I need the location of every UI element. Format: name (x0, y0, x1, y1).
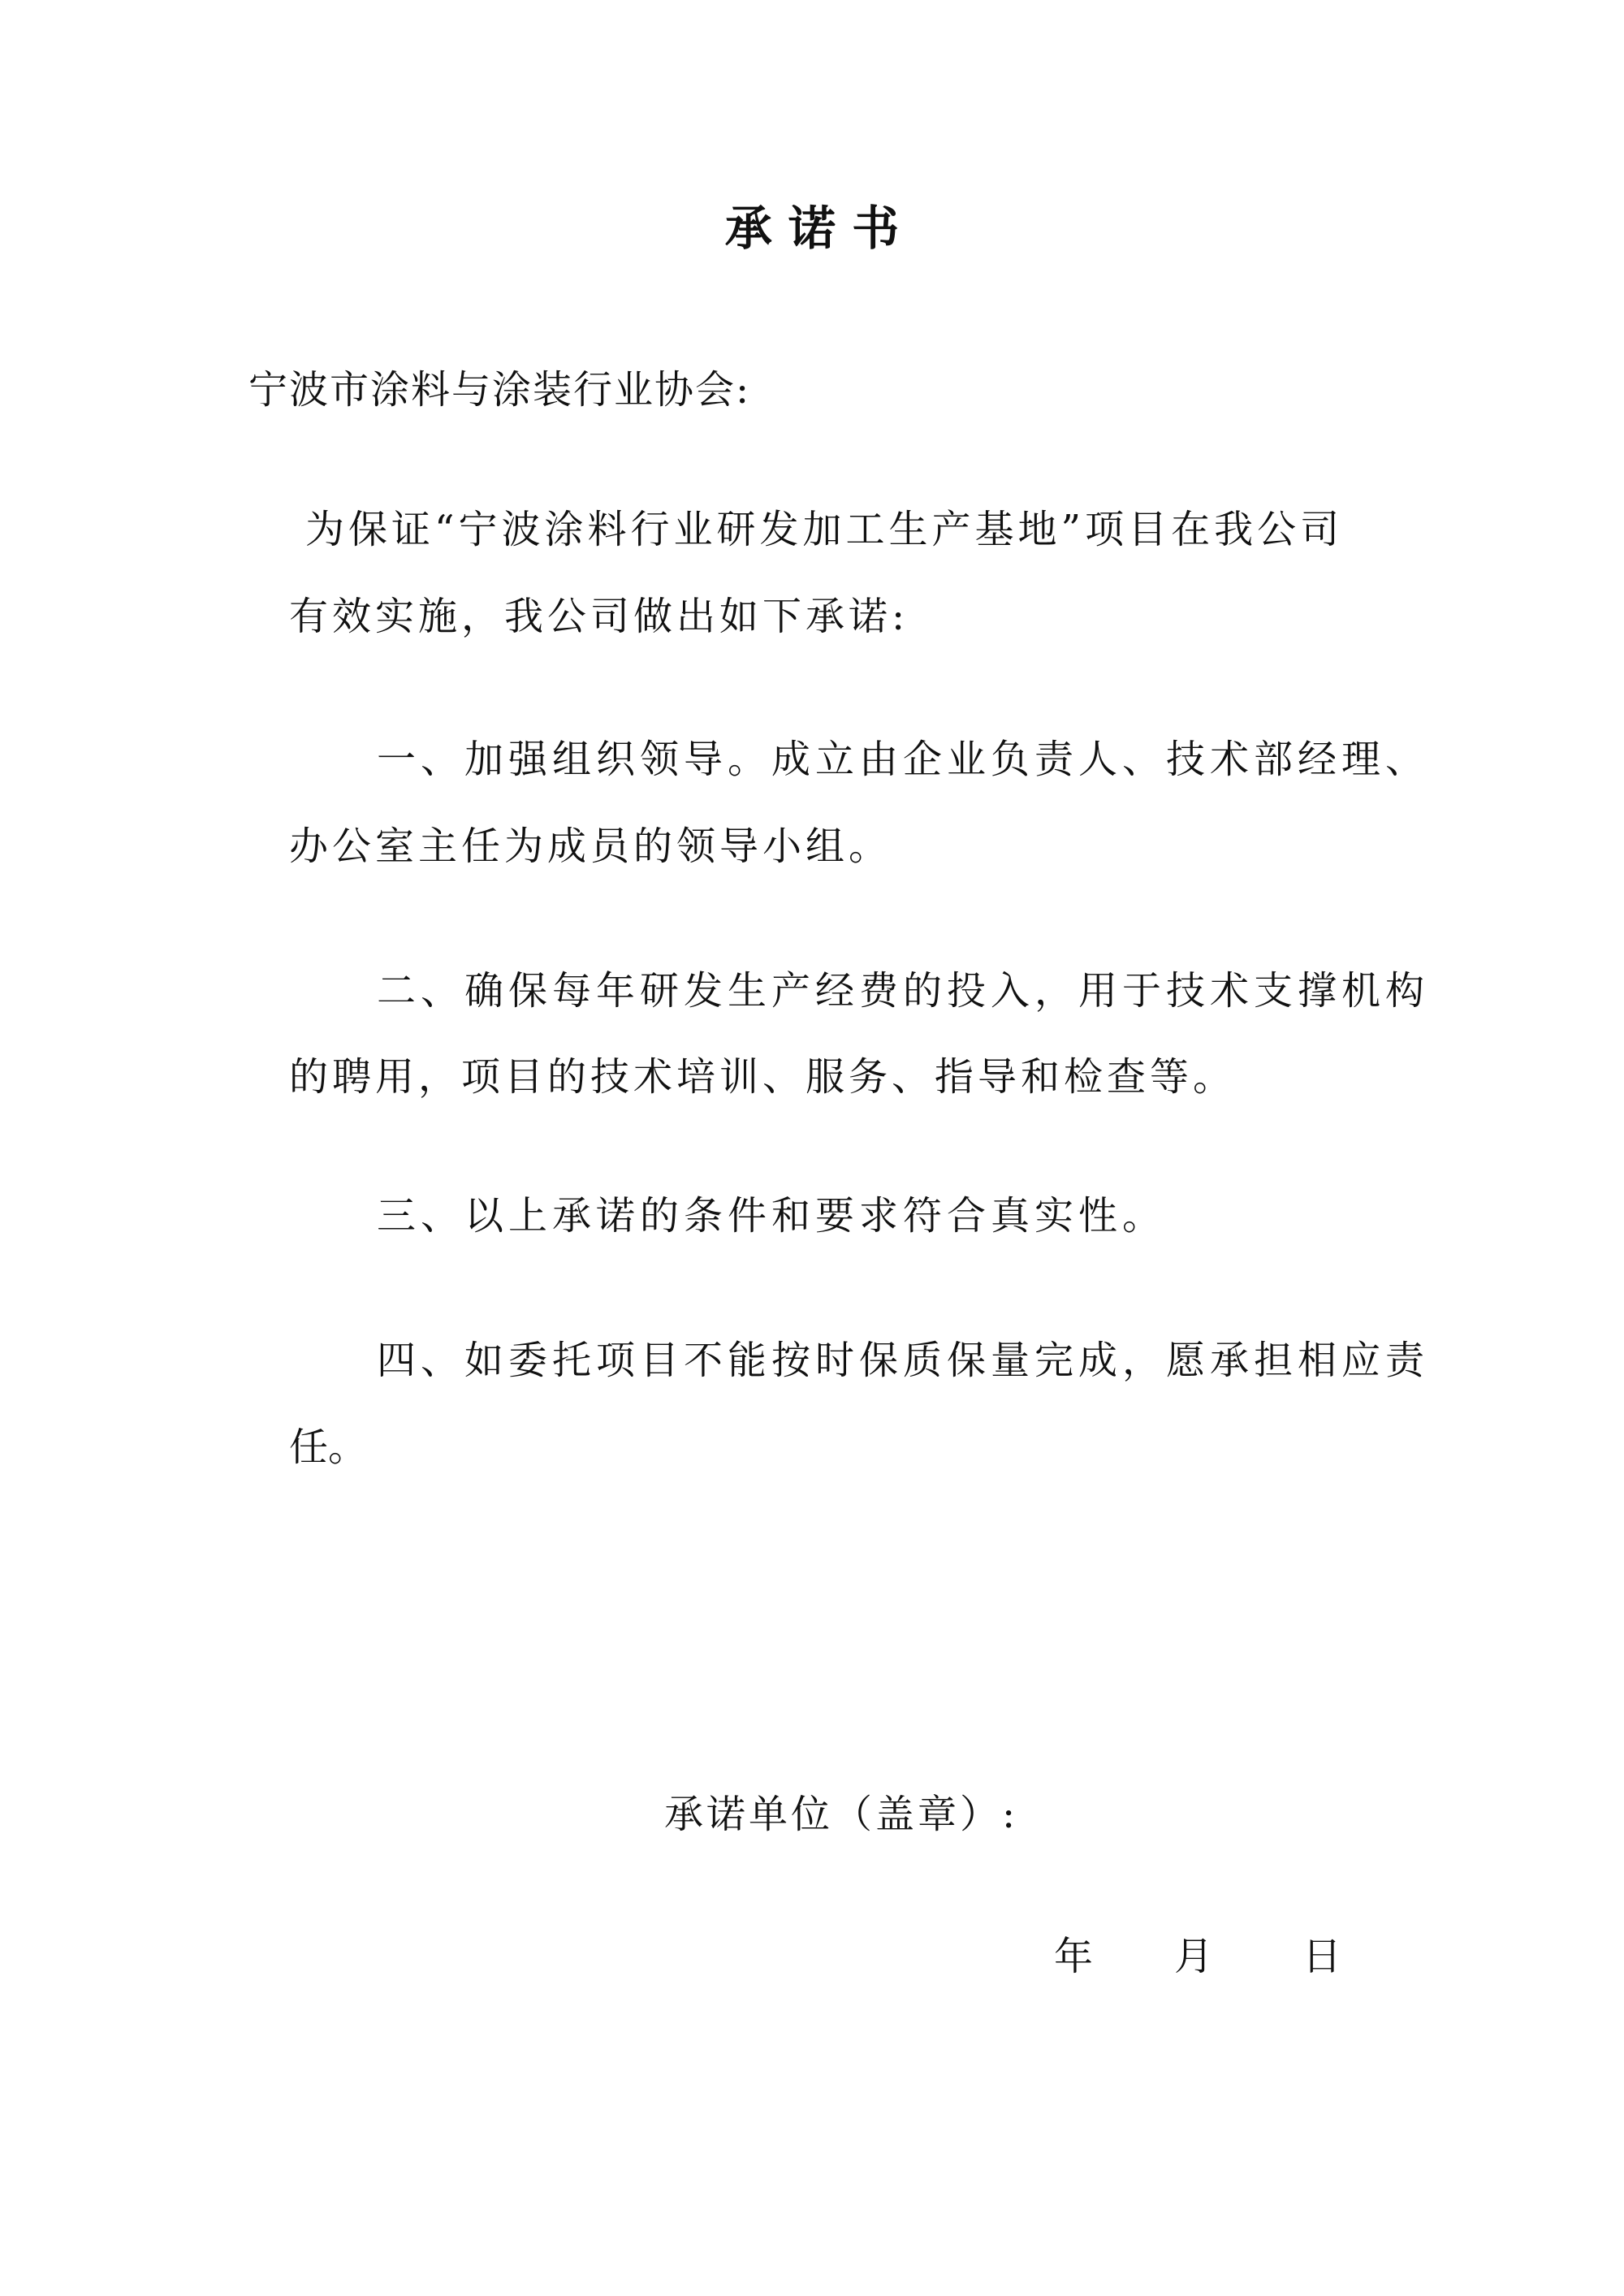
date-day-label: 日 (1302, 1934, 1342, 1979)
intro-paragraph-line-1: 为保证“宁波涂料行业研发加工生产基地”项目在我公司 (305, 507, 1344, 552)
addressee: 宁波市涂料与涂装行业协会: (248, 367, 751, 413)
signer-label: 承诺单位（盖章）: (664, 1792, 1019, 1837)
commitment-item-3-line-1: 三、以上承诺的条件和要求符合真实性。 (377, 1193, 1167, 1239)
commitment-item-2-line-2: 的聘用，项目的技术培训、服务、指导和检查等。 (289, 1054, 1237, 1100)
commitment-item-2-line-1: 二、确保每年研发生产经费的投入，用于技术支撑机构 (377, 968, 1430, 1014)
commitment-item-4-line-1: 四、如委托项目不能按时保质保量完成，愿承担相应责 (377, 1338, 1430, 1383)
commitment-item-1-line-1: 一、加强组织领导。成立由企业负责人、技术部经理、 (377, 737, 1430, 782)
document-title: 承 诺 书 (724, 201, 900, 256)
intro-paragraph-line-2: 有效实施，我公司做出如下承诺: (289, 594, 909, 639)
commitment-item-4-line-2: 任。 (289, 1425, 368, 1470)
date-month-label: 月 (1174, 1934, 1214, 1979)
date-year-label: 年 (1054, 1934, 1094, 1979)
commitment-item-1-line-2: 办公室主任为成员的领导小组。 (289, 824, 892, 869)
